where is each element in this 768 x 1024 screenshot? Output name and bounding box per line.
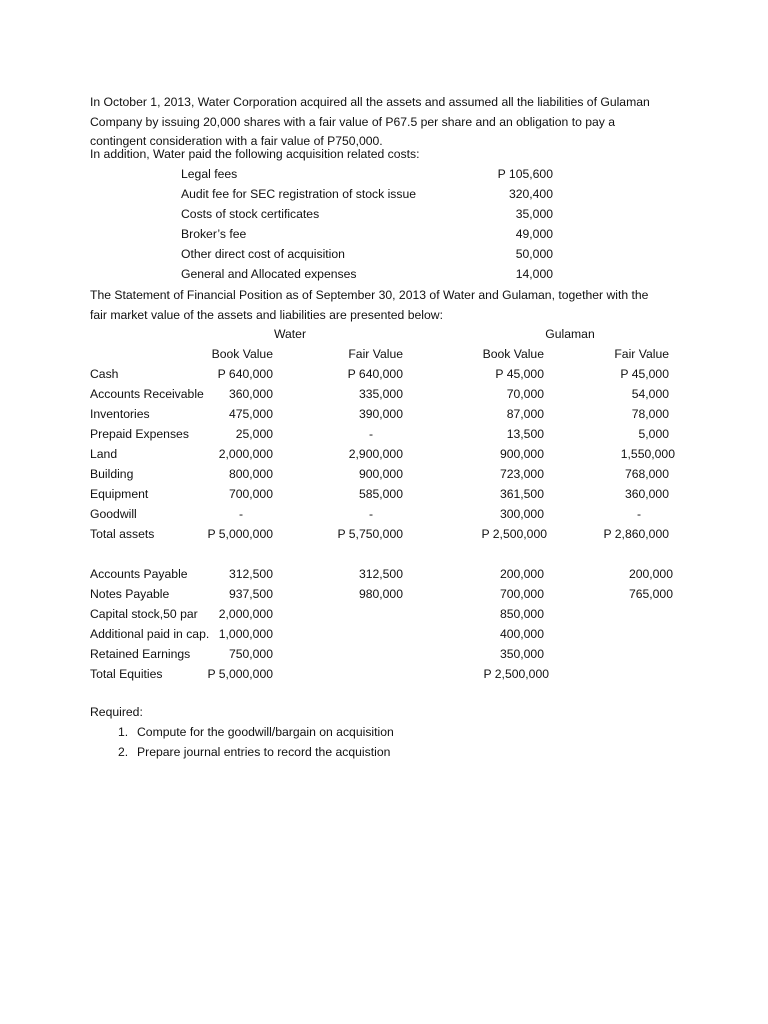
company-header-water: Water (273, 327, 307, 341)
cell-gulaman-book: 400,000 (499, 627, 544, 641)
cell-gulaman-fair: P 45,000 (620, 367, 669, 381)
cost-amount: 50,000 (515, 247, 553, 261)
row-label: Inventories (90, 407, 150, 421)
cell-gulaman-book: 850,000 (499, 607, 544, 621)
column-header-gulaman-book-value: Book Value (482, 347, 544, 361)
cell-gulaman-book: 900,000 (499, 447, 544, 461)
cell-gulaman-fair: - (636, 507, 641, 521)
row-label: Accounts Receivable (90, 387, 204, 401)
cost-amount: 14,000 (515, 267, 553, 281)
required-item-number: 1. (118, 725, 129, 739)
cell-gulaman-book: 723,000 (499, 467, 544, 481)
cell-gulaman-book: P 45,000 (495, 367, 544, 381)
cell-water-book: 937,500 (228, 587, 273, 601)
cell-water-book: 25,000 (235, 427, 273, 441)
cell-water-fair: - (368, 427, 373, 441)
cell-water-fair: 585,000 (358, 487, 403, 501)
row-label: Additional paid in cap. (90, 627, 210, 641)
sfp-intro-line-1: The Statement of Financial Position as of September 30, 2013 of Water and Gulaman, together with the (90, 288, 649, 302)
cost-label: General and Allocated expenses (181, 267, 357, 281)
sfp-intro-line-2: fair market value of the assets and liabilities are presented below: (90, 308, 443, 322)
cell-gulaman-fair: 1,550,000 (620, 447, 675, 461)
cost-amount: 35,000 (515, 207, 553, 221)
cell-water-book: P 5,000,000 (207, 667, 273, 681)
cell-water-book: 360,000 (228, 387, 273, 401)
cost-label: Audit fee for SEC registration of stock issue (181, 187, 417, 201)
row-label: Retained Earnings (90, 647, 191, 661)
cost-label: Broker’s fee (181, 227, 247, 241)
cell-water-book: 1,000,000 (218, 627, 273, 641)
cell-water-book: 475,000 (228, 407, 273, 421)
cost-amount: 320,400 (508, 187, 553, 201)
required-heading: Required: (90, 705, 143, 719)
cell-water-fair: P 5,750,000 (337, 527, 403, 541)
cell-gulaman-book: 13,500 (506, 427, 544, 441)
cell-gulaman-fair: 5,000 (638, 427, 669, 441)
cost-amount: P 105,600 (497, 167, 553, 181)
cell-gulaman-fair: P 2,860,000 (603, 527, 669, 541)
cost-label: Legal fees (181, 167, 238, 181)
row-label: Accounts Payable (90, 567, 188, 581)
required-item-number: 2. (118, 745, 129, 759)
cell-water-fair: P 640,000 (347, 367, 403, 381)
cell-gulaman-book: 700,000 (499, 587, 544, 601)
intro-line-4: In addition, Water paid the following acquisition related costs: (90, 147, 420, 161)
intro-line-2: Company by issuing 20,000 shares with a fair value of P67.5 per share and an obligation to pay a (90, 114, 616, 129)
row-label: Cash (90, 367, 119, 381)
intro-paragraph (90, 93, 690, 152)
column-header-gulaman-fair-value: Fair Value (614, 347, 669, 361)
cell-water-book: 700,000 (228, 487, 273, 501)
company-header-gulaman: Gulaman (545, 327, 595, 341)
cell-gulaman-book: 361,500 (499, 487, 544, 501)
cell-water-fair: 312,500 (358, 567, 403, 581)
cell-water-book: 750,000 (228, 647, 273, 661)
column-header-water-book-value: Book Value (211, 347, 273, 361)
cell-gulaman-book: P 2,500,000 (483, 667, 549, 681)
intro-line-3: contingent consideration with a fair value of P750,000. (90, 134, 383, 148)
cell-gulaman-book: 350,000 (499, 647, 544, 661)
cell-gulaman-fair: 360,000 (624, 487, 669, 501)
cell-gulaman-book: 87,000 (506, 407, 544, 421)
row-label: Capital stock,50 par (90, 607, 198, 621)
row-label: Notes Payable (90, 587, 170, 601)
cell-gulaman-book: 70,000 (506, 387, 544, 401)
required-item-text: Prepare journal entries to record the acquistion (137, 745, 391, 759)
required-item-text: Compute for the goodwill/bargain on acquisition (137, 725, 394, 739)
cell-gulaman-book: P 2,500,000 (481, 527, 547, 541)
cell-gulaman-fair: 200,000 (628, 567, 673, 581)
cell-gulaman-book: 300,000 (499, 507, 544, 521)
cell-gulaman-book: 200,000 (499, 567, 544, 581)
cell-water-book: P 5,000,000 (207, 527, 273, 541)
cell-gulaman-fair: 768,000 (624, 467, 669, 481)
cell-water-fair: 2,900,000 (348, 447, 403, 461)
row-label: Land (90, 447, 118, 461)
cost-label: Costs of stock certificates (181, 207, 320, 221)
cost-label: Other direct cost of acquisition (181, 247, 345, 261)
cell-gulaman-fair: 54,000 (631, 387, 669, 401)
row-label: Building (90, 467, 134, 481)
cell-gulaman-fair: 78,000 (631, 407, 669, 421)
intro-line-1: In October 1, 2013, Water Corporation acquired all the assets and assumed all the liabilities of Gulaman (90, 95, 650, 109)
column-header-water-fair-value: Fair Value (348, 347, 403, 361)
row-label: Total Equities (90, 667, 163, 681)
cell-water-fair: 390,000 (358, 407, 403, 421)
cell-water-fair: 980,000 (358, 587, 403, 601)
cell-water-book: 2,000,000 (218, 607, 273, 621)
cell-water-fair: - (368, 507, 373, 521)
cell-water-book: - (238, 507, 243, 521)
row-label: Equipment (90, 487, 149, 501)
row-label: Total assets (90, 527, 155, 541)
cell-water-fair: 335,000 (358, 387, 403, 401)
cell-gulaman-fair: 765,000 (628, 587, 673, 601)
cell-water-book: 312,500 (228, 567, 273, 581)
row-label: Prepaid Expenses (90, 427, 189, 441)
cell-water-book: P 640,000 (217, 367, 273, 381)
cell-water-book: 800,000 (228, 467, 273, 481)
row-label: Goodwill (90, 507, 137, 521)
cell-water-fair: 900,000 (358, 467, 403, 481)
cell-water-book: 2,000,000 (218, 447, 273, 461)
cost-amount: 49,000 (515, 227, 553, 241)
